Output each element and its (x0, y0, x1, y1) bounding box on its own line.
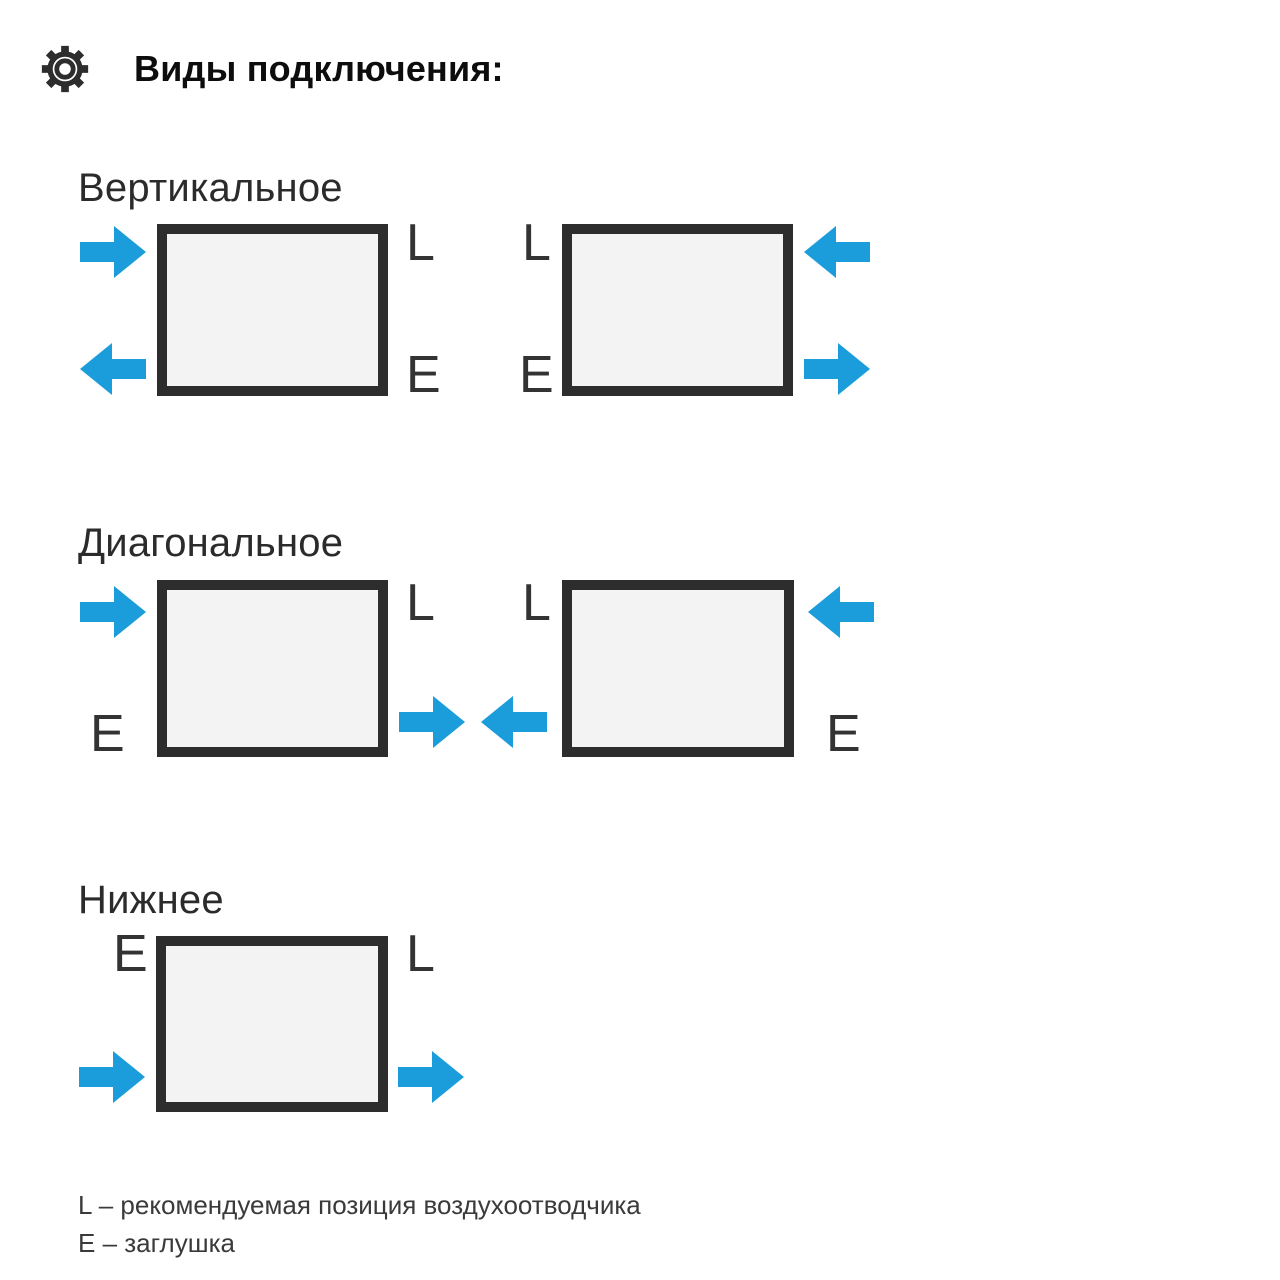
port-label-plug: E (90, 705, 125, 763)
radiator-frame (562, 580, 794, 757)
flow-arrow-right-icon (80, 226, 146, 278)
port-label-vent: L (522, 214, 551, 272)
port-label-vent: L (406, 214, 435, 272)
flow-arrow-left-icon (808, 586, 874, 638)
port-label-vent: L (406, 925, 435, 983)
port-label-vent: L (406, 574, 435, 632)
legend-line-plug: E – заглушка (78, 1228, 235, 1258)
flow-arrow-right-icon (398, 1051, 464, 1103)
section-label-bottom: Нижнее (78, 878, 224, 922)
flow-arrow-right-icon (399, 696, 465, 748)
legend-line-vent: L – рекомендуемая позиция воздухоотводчика (78, 1190, 641, 1220)
port-label-vent: L (522, 574, 551, 632)
legend (78, 1186, 641, 1262)
radiator-diagram-vertical-1 (157, 214, 441, 404)
flow-arrow-right-icon (804, 343, 870, 395)
port-label-plug: E (113, 925, 148, 983)
port-label-plug: E (519, 346, 554, 404)
radiator-frame (562, 224, 793, 396)
port-label-plug: E (826, 705, 861, 763)
flow-arrow-right-icon (79, 1051, 145, 1103)
flow-arrow-right-icon (80, 586, 146, 638)
section-label-diagonal: Диагональное (78, 521, 344, 565)
flow-arrow-left-icon (80, 343, 146, 395)
radiator-diagram-diagonal-1 (90, 574, 435, 763)
radiator-frame (157, 580, 388, 757)
flow-arrow-left-icon (481, 696, 547, 748)
radiator-frame (157, 224, 388, 396)
gear-icon (38, 42, 92, 96)
radiator-diagram-diagonal-2 (522, 574, 861, 763)
radiator-diagram-bottom (113, 925, 435, 1112)
radiator-diagram-vertical-2 (519, 214, 793, 404)
flow-arrow-left-icon (804, 226, 870, 278)
page-title: Виды подключения: (134, 48, 504, 89)
port-label-plug: E (406, 346, 441, 404)
radiator-frame (156, 936, 388, 1112)
section-label-vertical: Вертикальное (78, 166, 343, 210)
